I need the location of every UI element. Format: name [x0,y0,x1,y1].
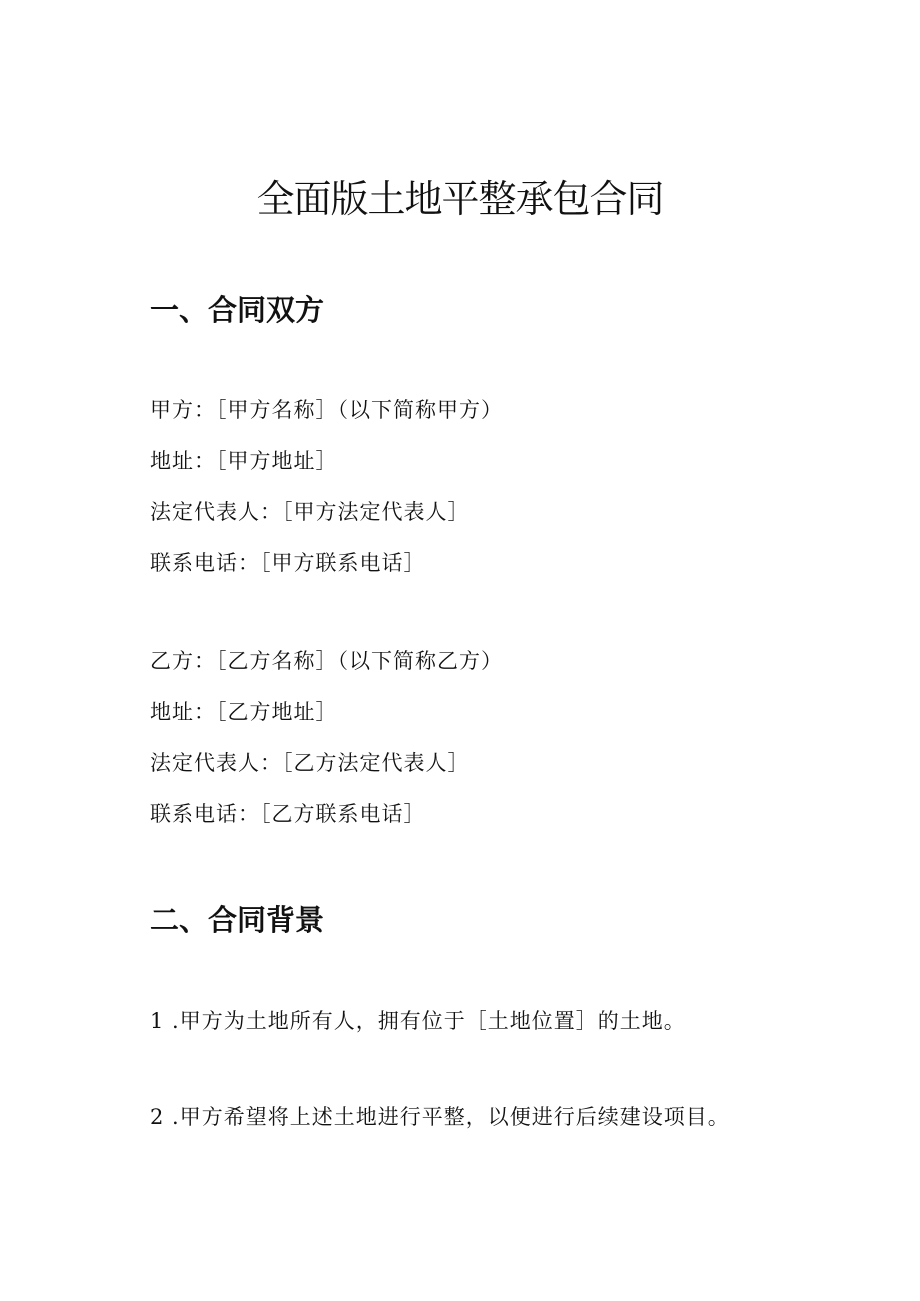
party-a-representative-line: 法定代表人：［甲方法定代表人］ [150,500,470,524]
party-b-address-line: 地址：［乙方地址］ [150,700,338,724]
document-title: 全面版土地平整承包合同 [256,177,664,221]
party-b-representative-line: 法定代表人：［乙方法定代表人］ [150,751,470,775]
background-item-1: 1 .甲方为土地所有人，拥有位于［土地位置］的土地。 [150,1009,686,1033]
section-heading-background: 二、合同背景 [150,903,325,937]
background-item-2: 2 .甲方希望将上述土地进行平整，以便进行后续建设项目。 [150,1105,730,1129]
party-a-name-line: 甲方：［甲方名称］（以下简称甲方） [150,398,503,422]
party-b-name-line: 乙方：［乙方名称］（以下简称乙方） [150,649,503,673]
party-b-phone-line: 联系电话：［乙方联系电话］ [150,802,426,826]
section-heading-parties: 一、合同双方 [150,293,325,327]
party-a-address-line: 地址：［甲方地址］ [150,449,338,473]
party-a-phone-line: 联系电话：［甲方联系电话］ [150,551,426,575]
